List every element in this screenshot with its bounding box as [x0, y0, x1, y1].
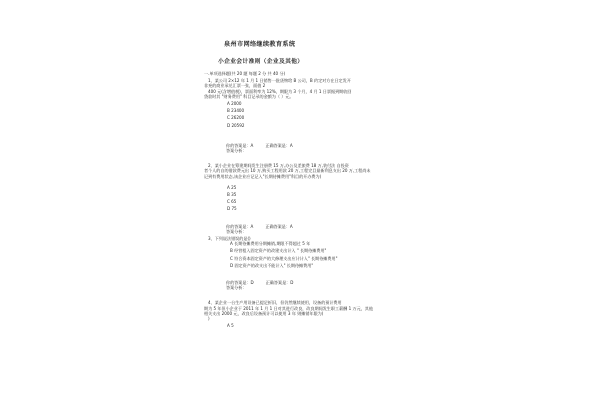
- option-item: A 长期待摊费用分期摊销,期限不得超过 5 年: [230, 241, 311, 247]
- answer-analysis: 答案分析：: [226, 228, 247, 234]
- question-text-line: 1、某公司 2×12 年 1 月 1 日销售一批货物给 B 公司，B 约定对方在日定发开: [208, 78, 351, 84]
- question-1: [204, 78, 404, 153]
- option-list: [227, 323, 404, 328]
- answer-block: [226, 224, 404, 234]
- option-item: B 35: [227, 192, 237, 198]
- question-text-line: ): [208, 316, 210, 322]
- question-3: [204, 236, 404, 290]
- answer-analysis: 答案分析：: [226, 285, 247, 291]
- document-body: [204, 71, 404, 331]
- option-list: [227, 101, 404, 128]
- question-text-line: 记到有费用状态,该企业应记记入"长期待摊费用"科目的开办费为(: [204, 173, 322, 179]
- question-text-line: 贷款时其 "财务费用" 科目记录的金额为（ ）元。: [204, 93, 294, 99]
- question-text-line: 3、下列说法错误的是(): [208, 236, 251, 242]
- option-list: [204, 241, 404, 268]
- option-item: C 符合资本固定资产的大修理支出应计计入" 长期待摊费用": [230, 255, 338, 261]
- option-item: A 5: [227, 323, 234, 329]
- option-item: A 2000: [227, 101, 242, 107]
- option-item: B 经营租入固定资产的改建支出计入 " 长期待摊费用": [230, 248, 327, 254]
- correct-answer: 正确答案是：A: [265, 142, 293, 148]
- your-answer: 你的答案是：D: [226, 280, 254, 286]
- question-text-line: 者个人的自的借款费元出 10 万,购买工程用款 20 万,工程完目最新利息支出 20 万,工程尚未: [204, 168, 371, 174]
- answer-analysis: 答案分析：: [226, 148, 247, 154]
- question-2: [204, 163, 404, 234]
- correct-answer: 正确答案是：A: [265, 223, 293, 229]
- document-subtitle: 小企业会计准则（企业及其他）: [218, 59, 304, 65]
- question-text-line: 2、某小企业在筹建期间发生注册费 15 万,办公及差旅费 18 万,装付法 自投资: [208, 163, 349, 169]
- question-text-line: 相关支出 2000 元，改良后设备预计可以使用 3 年 则摊销年限为(: [204, 310, 324, 316]
- option-item: D 固定资产的改支出不能计入" 长期待摊费用": [230, 262, 314, 268]
- question-4: [204, 300, 404, 328]
- option-item: D 20592: [227, 122, 245, 128]
- question-text-line: 期为 5 年但小企业于 2011 年 1 月 1 日对其进行改良，改良期间发生职工薪酬 1 万元，其他: [204, 305, 373, 311]
- correct-answer: 正确答案是：D: [265, 280, 294, 286]
- your-answer: 你的答案是：A: [226, 142, 254, 148]
- document-title: 泉州市网络继续教育系统: [224, 41, 296, 48]
- your-answer: 你的答案是：A: [226, 223, 254, 229]
- option-item: C 26200: [227, 115, 245, 121]
- option-item: C 65: [227, 199, 237, 205]
- section-heading: 一.单项选择题(共 20 题 每题 2 分 共 40 分): [204, 71, 286, 76]
- question-text-line: 4、某企业一台生产用设备已提足折旧，但仍然继续使用，设备的预计费用: [208, 300, 342, 306]
- answer-block: [226, 143, 404, 153]
- question-text-line: 400 元(含增值税)，票面利率为 12%，期限为 3 个月，4 月 1 日票据到期收回: [208, 88, 352, 94]
- option-item: B 23400: [227, 108, 245, 114]
- question-text-line: 非充的商业承兑汇票一张，面值 2: [204, 83, 266, 89]
- option-list: [227, 185, 404, 212]
- option-item: A 25: [227, 184, 237, 190]
- option-item: D 75: [227, 206, 237, 212]
- answer-block: [226, 280, 404, 290]
